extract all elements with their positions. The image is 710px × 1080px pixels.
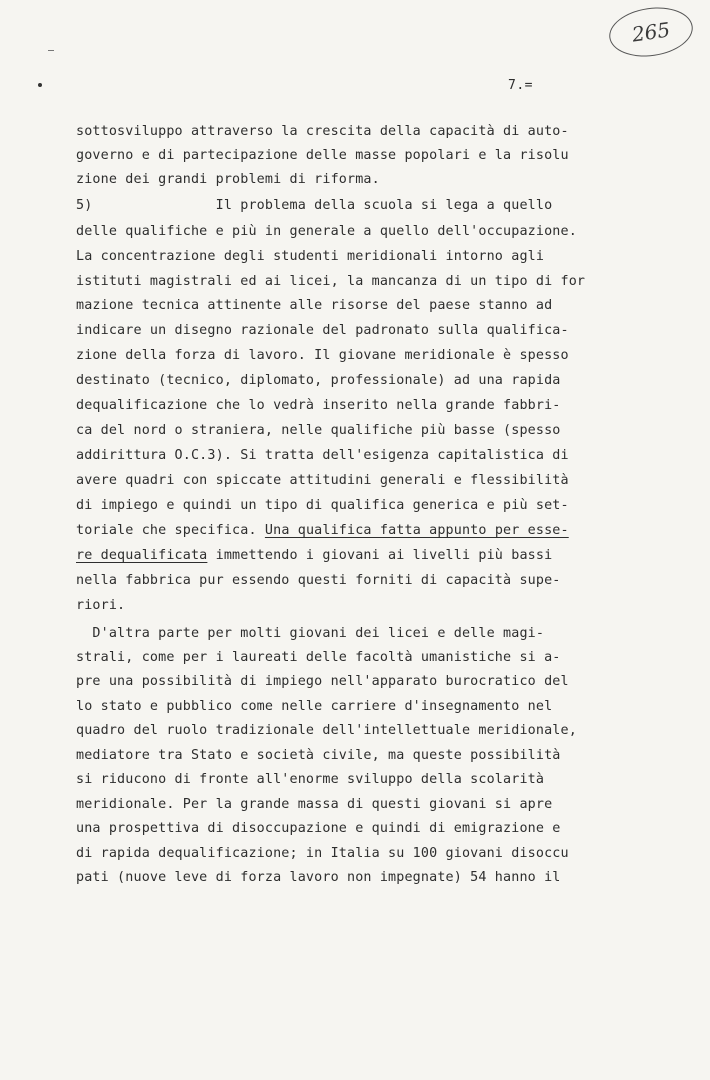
text-line: addirittura O.C.3). Si tratta dell'esigenza capitalistica di bbox=[76, 448, 569, 463]
text-line: una prospettiva di disoccupazione e quindi di emigrazione e bbox=[76, 821, 561, 836]
text-line: di rapida dequalificazione; in Italia su 100 giovani disoccu bbox=[76, 846, 569, 861]
text-line bbox=[76, 548, 552, 563]
text-line: delle qualifiche e più in generale a quello dell'occupazione. bbox=[76, 224, 577, 239]
text-line: indicare un disegno razionale del padronato sulla qualifica- bbox=[76, 323, 569, 338]
text-line: D'altra parte per molti giovani dei licei e delle magi- bbox=[76, 626, 545, 641]
archive-stamp: 265 bbox=[606, 2, 696, 61]
text-line: governo e di partecipazione delle masse popolari e la risolu bbox=[76, 148, 569, 163]
text-line: mazione tecnica attinente alle risorse del paese stanno ad bbox=[76, 298, 553, 313]
text-line bbox=[76, 523, 569, 538]
text-line: La concentrazione degli studenti meridionali intorno agli bbox=[76, 249, 545, 264]
text-line: ca del nord o straniera, nelle qualifiche più basse (spesso bbox=[76, 423, 561, 438]
page-number: 7.= bbox=[508, 78, 533, 93]
text-segment: immettendo i giovani ai livelli più bassi bbox=[207, 548, 553, 563]
text-line: dequalificazione che lo vedrà inserito nella grande fabbri- bbox=[76, 398, 561, 413]
text-line: lo stato e pubblico come nelle carriere d'insegnamento nel bbox=[76, 699, 553, 714]
text-line: mediatore tra Stato e società civile, ma queste possibilità bbox=[76, 748, 561, 763]
text-line: zione della forza di lavoro. Il giovane meridionale è spesso bbox=[76, 348, 569, 363]
text-line: riori. bbox=[76, 598, 126, 613]
text-line: zione dei grandi problemi di riforma. bbox=[76, 172, 380, 187]
text-line: nella fabbrica pur essendo questi forniti di capacità supe- bbox=[76, 573, 561, 588]
text-segment: toriale che specifica. bbox=[76, 523, 257, 538]
text-line: 5) Il problema della scuola si lega a quello bbox=[76, 198, 553, 213]
underlined-phrase: Una qualifica fatta appunto per esse- bbox=[264, 523, 569, 538]
text-line: di impiego e quindi un tipo di qualifica generica e più set- bbox=[76, 498, 569, 513]
text-line: avere quadri con spiccate attitudini generali e flessibilità bbox=[76, 473, 569, 488]
margin-mark bbox=[48, 50, 54, 51]
text-line: destinato (tecnico, diplomato, professionale) ad una rapida bbox=[76, 373, 561, 388]
text-line: sottosviluppo attraverso la crescita della capacità di auto- bbox=[76, 124, 569, 139]
text-line: quadro del ruolo tradizionale dell'intellettuale meridionale, bbox=[76, 723, 577, 738]
text-line: strali, come per i laureati delle facoltà umanistiche si a- bbox=[76, 650, 561, 665]
text-line: pati (nuove leve di forza lavoro non impegnate) 54 hanno il bbox=[76, 870, 561, 885]
text-line: si riducono di fronte all'enorme sviluppo della scolarità bbox=[76, 772, 545, 787]
text-line: meridionale. Per la grande massa di questi giovani si apre bbox=[76, 797, 553, 812]
punch-dot bbox=[38, 83, 42, 87]
text-line: pre una possibilità di impiego nell'apparato burocratico del bbox=[76, 674, 569, 689]
text-line: istituti magistrali ed ai licei, la mancanza di un tipo di for bbox=[76, 274, 586, 289]
underlined-phrase: re dequalificata bbox=[76, 548, 208, 563]
